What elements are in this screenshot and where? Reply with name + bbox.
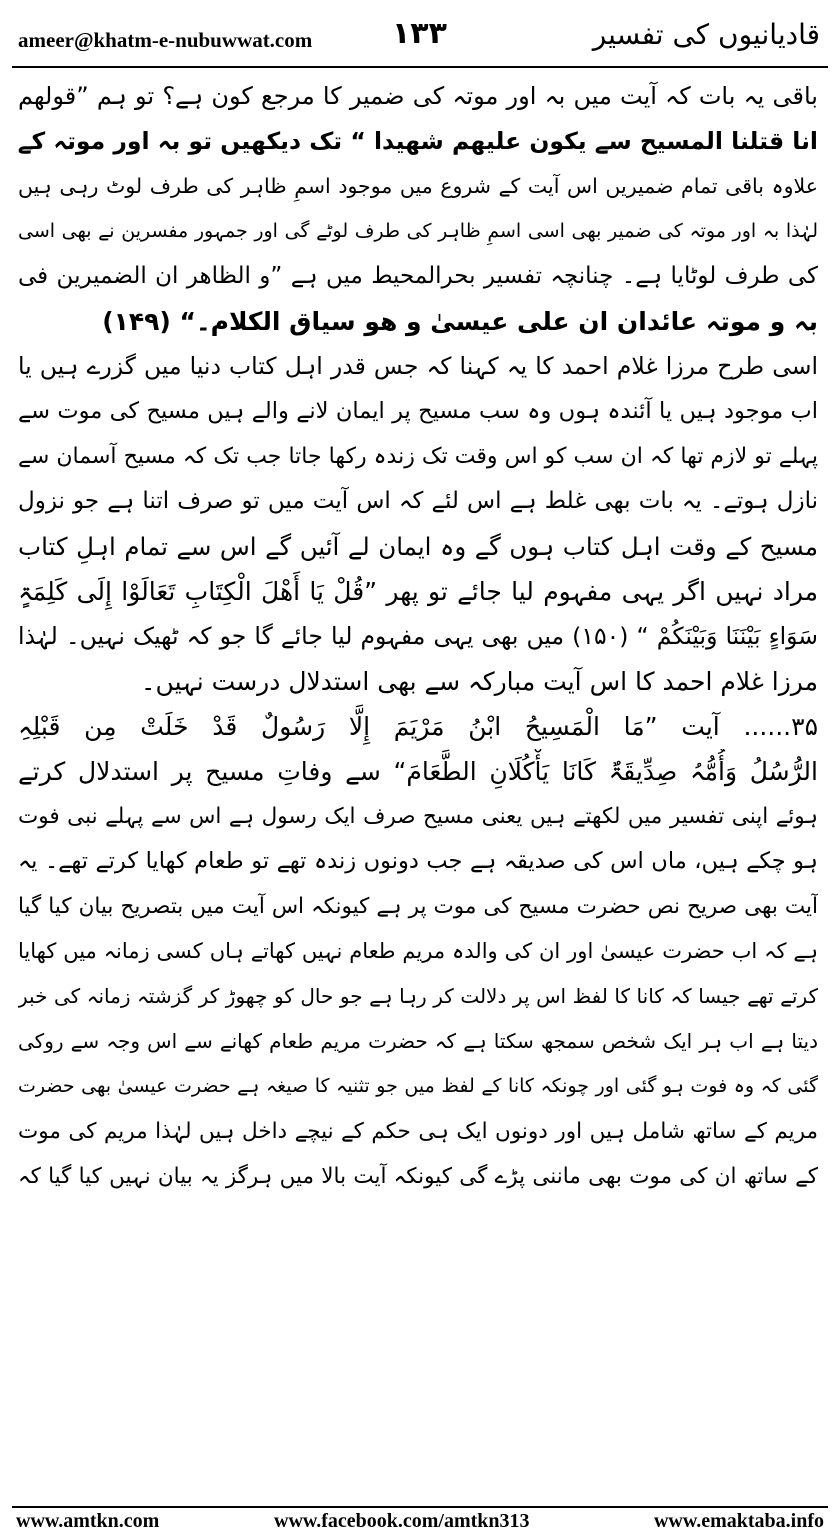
footer-link-amtkn[interactable]: www.amtkn.com [16,1510,160,1532]
text-line-5: کی طرف لوٹایا ہے۔ چنانچہ تفسیر بحرالمحیط میں ہے ”و الظاھر ان الضمیرین فی [18,263,818,289]
text-line-20: ہے کہ اب حضرت عیسیٰ اور ان کی والدہ مریم طعام نہیں کھاتے ہاں کسی زمانہ میں کھایا [18,939,818,963]
text-line-16: الرُّسُلُ وَأُمُّہُ صِدِّیقَۃٌ کَانَا یَأْکُلَانِ الطَّعَامَ“ سے وفاتِ مسیح پر استدلال کرتے [18,757,818,786]
text-line-8: اب موجود ہیں یا آئندہ ہوں وہ سب مسیح پر ایمان لانے والے ہیں مسیح کی موت سے [18,398,818,424]
text-line-3: علاوہ باقی تمام ضمیریں اس آیت کے شروع میں موجود اسمِ ظاہر کی طرف لوٹ رہی ہیں [18,174,818,198]
page-footer [12,1510,828,1538]
text-line-25: کے ساتھ ان کی موت بھی ماننی پڑے گی کیونکہ آیت بالا میں ہرگز یہ بیان نہیں کیا گیا کہ [18,1164,818,1189]
text-line-6: بہ و موتہ عائدان ان علی عیسیٰ و ھو سیاق الکلام۔“ (۱۴۹) [102,307,818,336]
page-body [18,74,818,1199]
book-title: قادیانیوں کی تفسیر [592,18,820,51]
footer-link-emaktaba[interactable]: www.emaktaba.info [653,1510,824,1532]
text-line-18: ہو چکے ہیں، ماں اس کی صدیقہ ہے جب دونوں زندہ تھے تو طعام کھایا کرتے تھے۔ یہ [18,848,818,874]
text-line-9: پہلے تو لازم تھا کہ ان سب کو اس وقت تک زندہ رکھا جاتا جب تک کہ مسیح آسمان سے [18,444,818,469]
text-line-10: نازل ہوتے۔ یہ بات بھی غلط ہے اس لئے کہ اس آیت میں تو صرف اتنا ہے جو نزول [18,488,818,514]
text-line-1: باقی یہ بات کہ آیت میں بہ اور موتہ کی ضمیر کا مرجع کون ہے؟ تو ہم ”قولھم [18,82,818,110]
page-number: ۱۳۳ [392,16,447,51]
text-line-19: آیت بھی صریح نص حضرت مسیح کی موت پر ہے کیونکہ اس آیت میں بتصریح بیان کیا گیا [18,894,818,919]
text-line-12: مراد نہیں اگر یہی مفہوم لیا جائے تو پھر ”قُلْ یَا أَھْلَ الْکِتَابِ تَعَالَوْا إِلَی کَلِمَۃٍ [18,577,818,606]
header-rule [12,66,828,68]
text-line-23: گئی کہ وہ فوت ہو گئی اور چونکہ کانا کے لفظ میں جو تثنیہ کا صیغہ ہے حضرت عیسیٰ بھی حضرت [18,1075,818,1097]
footer-link-facebook[interactable]: www.facebook.com/amtkn313 [274,1510,530,1532]
text-line-22: دیتا ہے اب ہر ایک شخص سمجھ سکتا ہے کہ حضرت مریم طعام کھانے سے اس وجہ سے روکی [18,1029,818,1053]
header-email: ameer@khatm-e-nubuwwat.com [18,28,313,52]
text-line-21: کرتے تھے جیسا کہ کانا کا لفظ اس پر دلالت کر رہا ہے جو حال کو چھوڑ کر گزشتہ زمانہ کی خبر [18,984,818,1008]
footer-rule [12,1506,828,1508]
text-line-15: ۳۵...... آیت ”مَا الْمَسِیحُ ابْنُ مَرْیَمَ إِلَّا رَسُولٌ قَدْ خَلَتْ مِن قَبْلِہِ [18,712,818,741]
text-line-7: اسی طرح مرزا غلام احمد کا یہ کہنا کہ جس قدر اہل کتاب دنیا میں گزرے ہیں یا [18,352,818,380]
text-line-14: مرزا غلام احمد کا اس آیت مبارکہ سے بھی استدلال درست نہیں۔ [140,667,818,696]
text-line-4: لہٰذا بہ اور موتہ کی ضمیر بھی اسی اسمِ ظاہر کی طرف لوٹے گی اور جمہور مفسرین نے بھی اسی [18,220,818,242]
text-line-11: مسیح کے وقت اہل کتاب ہوں گے وہ ایمان لے آئیں گے اس سے تمام اہلِ کتاب [18,532,818,561]
text-line-13: سَوَاءٍ بَیْنَنَا وَبَیْنَکُمْ “ (۱۵۰) میں بھی یہی مفہوم لیا جائے گا جو کہ ٹھیک نہیں۔ لہٰذا [18,622,818,650]
text-line-2: انا قتلنا المسیح سے یکون علیھم شھیدا “ تک دیکھیں تو بہ اور موتہ کے [18,127,818,155]
text-line-17: ہوئے اپنی تفسیر میں لکھتے ہیں یعنی مسیح صرف ایک رسول ہے اس سے پہلے نبی فوت [18,804,818,829]
text-line-24: مریم کے ساتھ شامل ہیں اور دونوں ایک ہی حکم کے نیچے داخل ہیں لہٰذا مریم کی موت [18,1119,818,1144]
page-header [12,6,828,66]
